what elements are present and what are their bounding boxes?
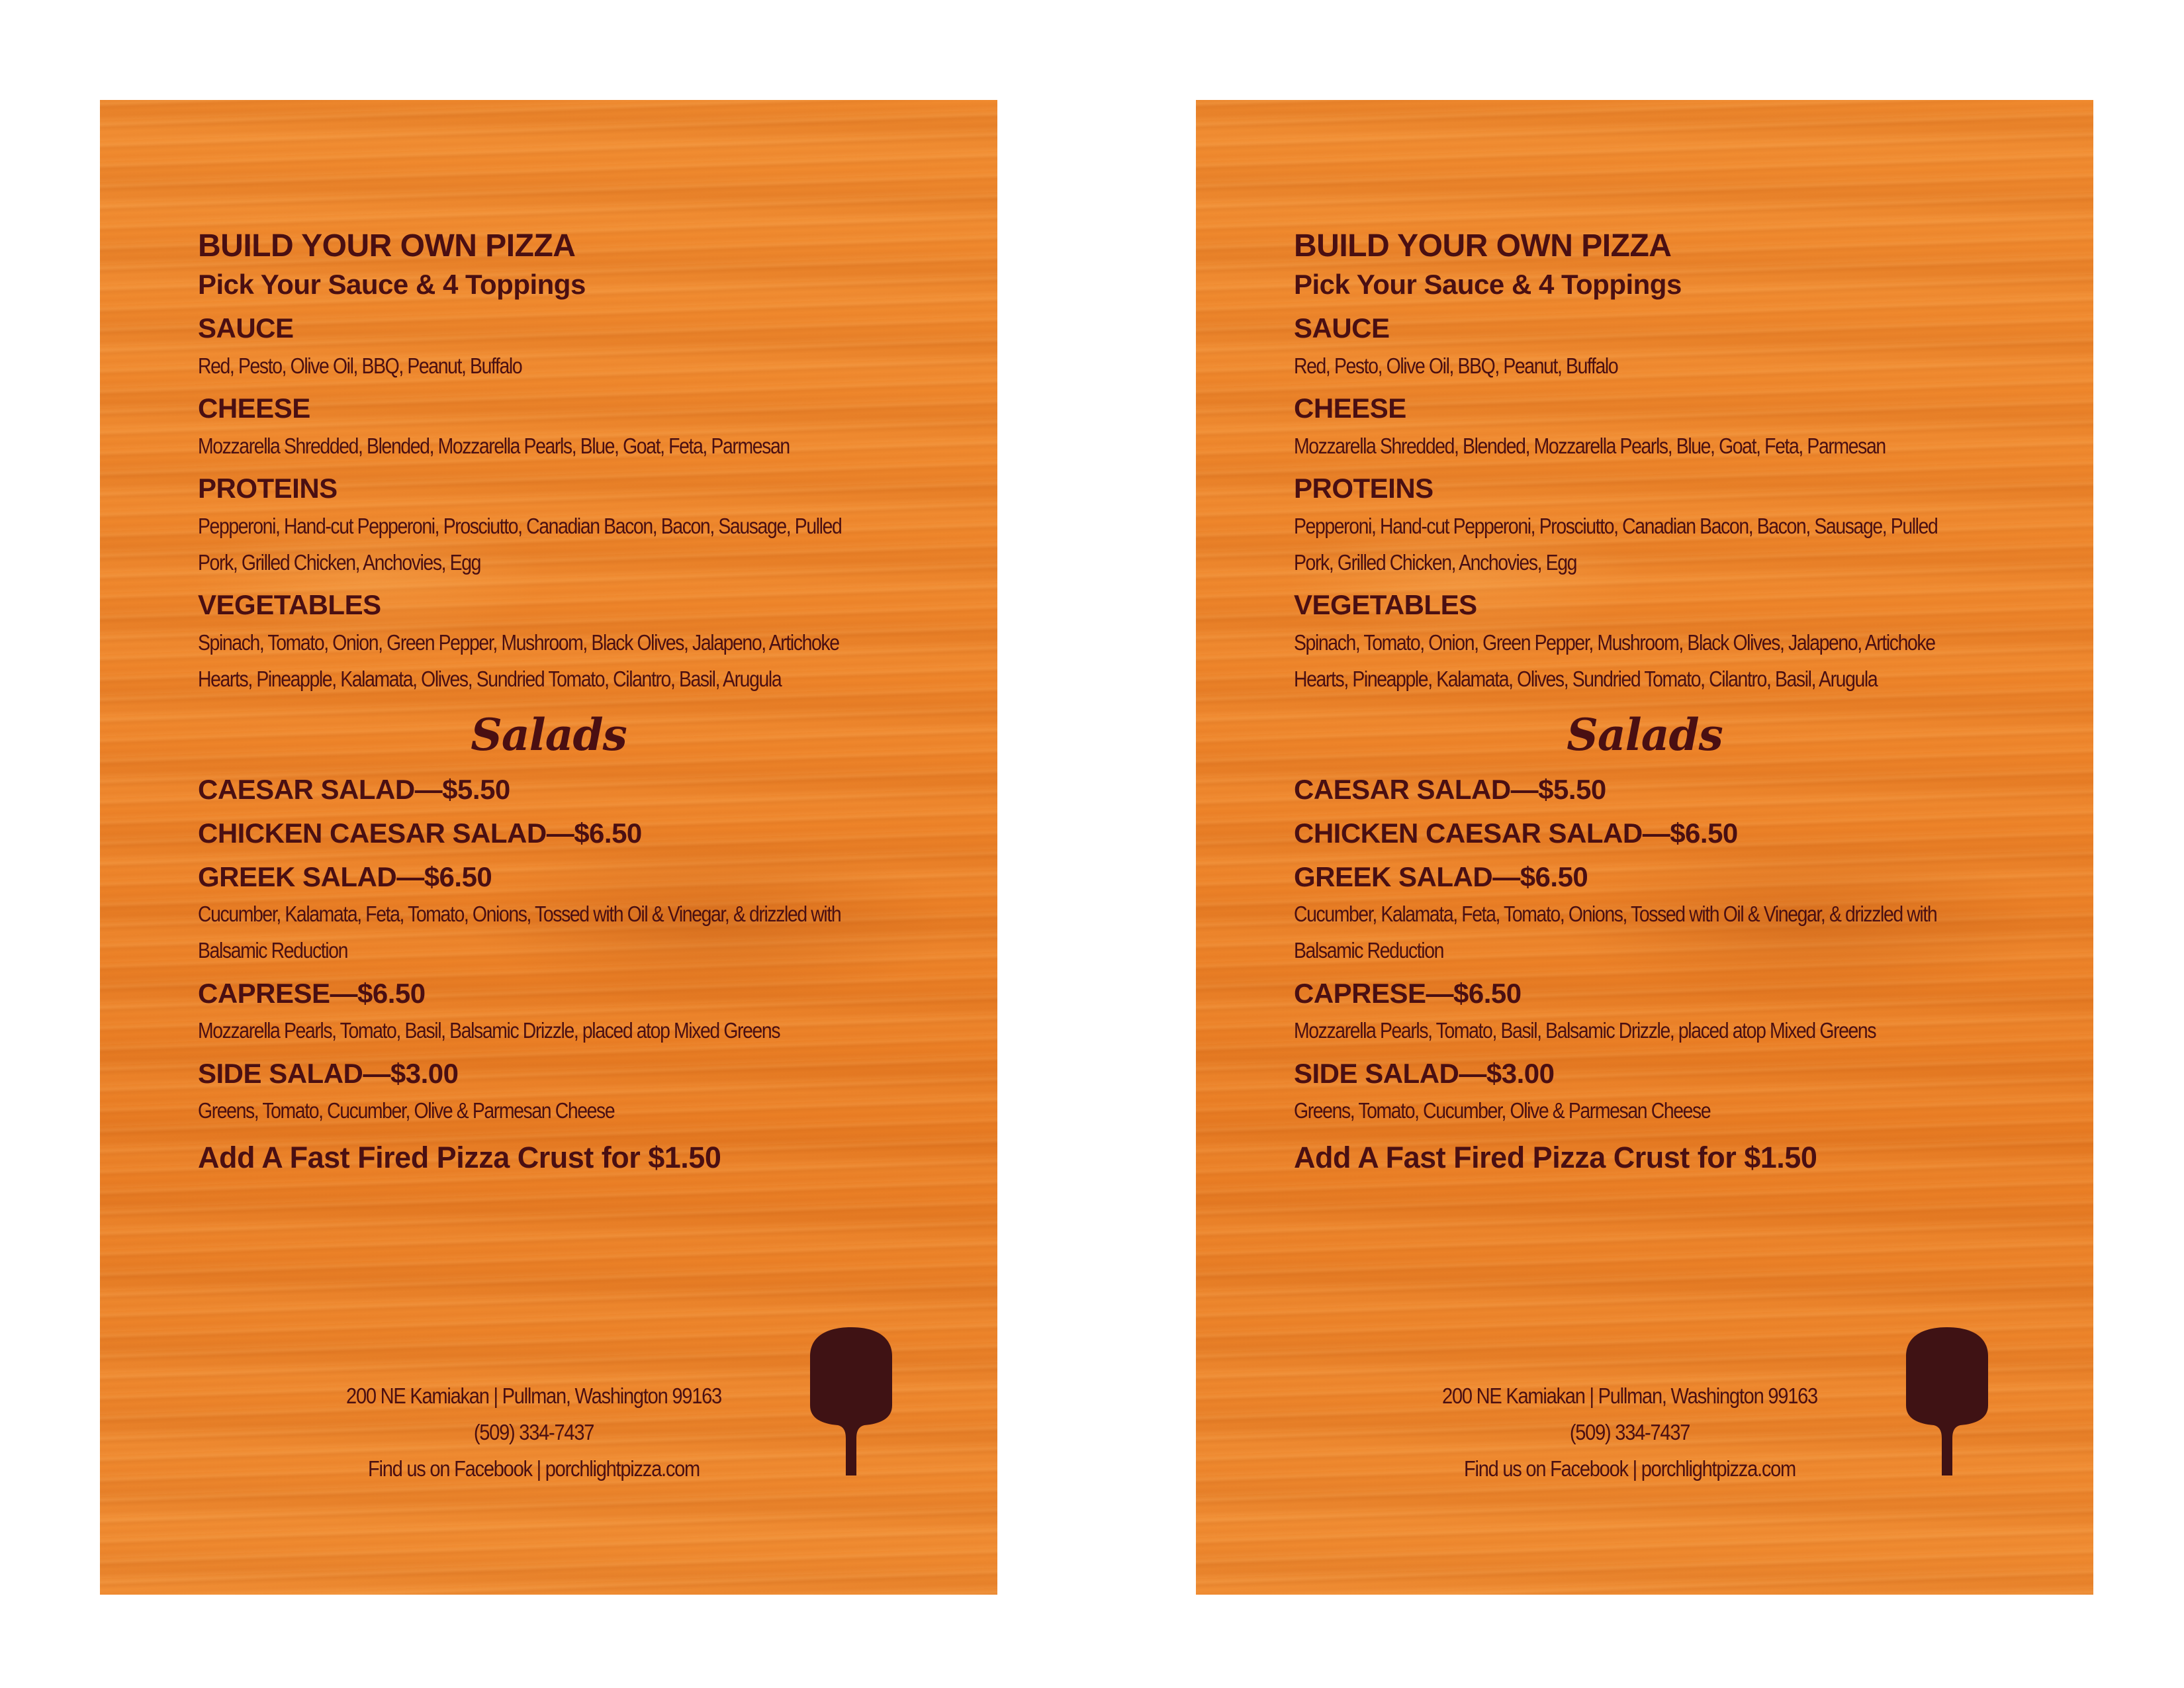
footer-web: Find us on Facebook | porchlightpizza.com	[1463, 1456, 1796, 1481]
menu-title: BUILD YOUR OWN PIZZA	[198, 228, 576, 263]
section-title-proteins: PROTEINS	[1294, 473, 1433, 504]
section-title-cheese: CHEESE	[198, 393, 310, 424]
salad-text-caprese: Mozzarella Pearls, Tomato, Basil, Balsamic Drizzle, placed atop Mixed Greens	[198, 1018, 780, 1043]
menu-subtitle: Pick Your Sauce & 4 Toppings	[1294, 269, 1682, 300]
footer	[1294, 1378, 1966, 1487]
salad-title-caesar: CAESAR SALAD—$5.50	[198, 774, 510, 805]
footer	[198, 1378, 870, 1487]
footer-phone: (509) 334-7437	[1569, 1420, 1690, 1444]
section-title-sauce: SAUCE	[198, 312, 294, 344]
salad-text-side: Greens, Tomato, Cucumber, Olive & Parmesan Cheese	[198, 1098, 615, 1123]
section-title-vegetables: VEGETABLES	[1294, 589, 1477, 620]
menu-content	[198, 227, 913, 1179]
section-title-vegetables: VEGETABLES	[198, 589, 381, 620]
section-text-cheese: Mozzarella Shredded, Blended, Mozzarella Pearls, Blue, Goat, Feta, Parmesan	[198, 434, 790, 458]
salad-title-chicken-caesar: CHICKEN CAESAR SALAD—$6.50	[1294, 818, 1738, 849]
footer-address: 200 NE Kamiakan | Pullman, Washington 99163	[346, 1383, 721, 1408]
salads-heading: Salads	[471, 709, 627, 761]
salad-text-greek: Cucumber, Kalamata, Feta, Tomato, Onions, Tossed with Oil & Vinegar, & drizzled with Balsamic Reduction	[198, 902, 841, 962]
menu-panel-left	[100, 100, 997, 1595]
section-title-proteins: PROTEINS	[198, 473, 338, 504]
menu-subtitle: Pick Your Sauce & 4 Toppings	[198, 269, 586, 300]
salad-title-greek: GREEK SALAD—$6.50	[1294, 861, 1588, 892]
salads-heading: Salads	[1567, 709, 1723, 761]
section-text-sauce: Red, Pesto, Olive Oil, BBQ, Peanut, Buffalo	[198, 353, 522, 378]
section-text-cheese: Mozzarella Shredded, Blended, Mozzarella Pearls, Blue, Goat, Feta, Parmesan	[1294, 434, 1886, 458]
salad-title-greek: GREEK SALAD—$6.50	[198, 861, 492, 892]
menu-content	[1294, 227, 2009, 1179]
footer-phone: (509) 334-7437	[473, 1420, 594, 1444]
section-title-cheese: CHEESE	[1294, 393, 1406, 424]
section-title-sauce: SAUCE	[1294, 312, 1390, 344]
crust-addon: Add A Fast Fired Pizza Crust for $1.50	[1294, 1141, 1817, 1174]
salad-title-side: SIDE SALAD—$3.00	[198, 1058, 459, 1089]
salad-title-caprese: CAPRESE—$6.50	[1294, 978, 1522, 1009]
section-text-sauce: Red, Pesto, Olive Oil, BBQ, Peanut, Buffalo	[1294, 353, 1618, 378]
footer-address: 200 NE Kamiakan | Pullman, Washington 99163	[1442, 1383, 1817, 1408]
section-text-vegetables: Spinach, Tomato, Onion, Green Pepper, Mushroom, Black Olives, Jalapeno, Artichoke Hearts, Pineapple, Kalamata, Olives, Sundried Tomato, Cilantro, Basil, Arugula	[1294, 630, 1935, 691]
salad-title-chicken-caesar: CHICKEN CAESAR SALAD—$6.50	[198, 818, 642, 849]
section-text-vegetables: Spinach, Tomato, Onion, Green Pepper, Mushroom, Black Olives, Jalapeno, Artichoke Hearts, Pineapple, Kalamata, Olives, Sundried Tomato, Cilantro, Basil, Arugula	[198, 630, 839, 691]
menu-panel-right	[1196, 100, 2093, 1595]
menu-title: BUILD YOUR OWN PIZZA	[1294, 228, 1672, 263]
salad-text-greek: Cucumber, Kalamata, Feta, Tomato, Onions, Tossed with Oil & Vinegar, & drizzled with Balsamic Reduction	[1294, 902, 1937, 962]
salad-text-caprese: Mozzarella Pearls, Tomato, Basil, Balsamic Drizzle, placed atop Mixed Greens	[1294, 1018, 1876, 1043]
salad-title-caprese: CAPRESE—$6.50	[198, 978, 426, 1009]
salad-text-side: Greens, Tomato, Cucumber, Olive & Parmesan Cheese	[1294, 1098, 1711, 1123]
salad-title-caesar: CAESAR SALAD—$5.50	[1294, 774, 1606, 805]
pizza-peel-icon	[807, 1326, 895, 1478]
section-text-proteins: Pepperoni, Hand-cut Pepperoni, Prosciutto, Canadian Bacon, Bacon, Sausage, Pulled Pork, Grilled Chicken, Anchovies, Egg	[198, 514, 842, 575]
section-text-proteins: Pepperoni, Hand-cut Pepperoni, Prosciutto, Canadian Bacon, Bacon, Sausage, Pulled Pork, Grilled Chicken, Anchovies, Egg	[1294, 514, 1938, 575]
crust-addon: Add A Fast Fired Pizza Crust for $1.50	[198, 1141, 721, 1174]
pizza-peel-icon	[1903, 1326, 1991, 1478]
footer-web: Find us on Facebook | porchlightpizza.com	[367, 1456, 700, 1481]
salad-title-side: SIDE SALAD—$3.00	[1294, 1058, 1555, 1089]
